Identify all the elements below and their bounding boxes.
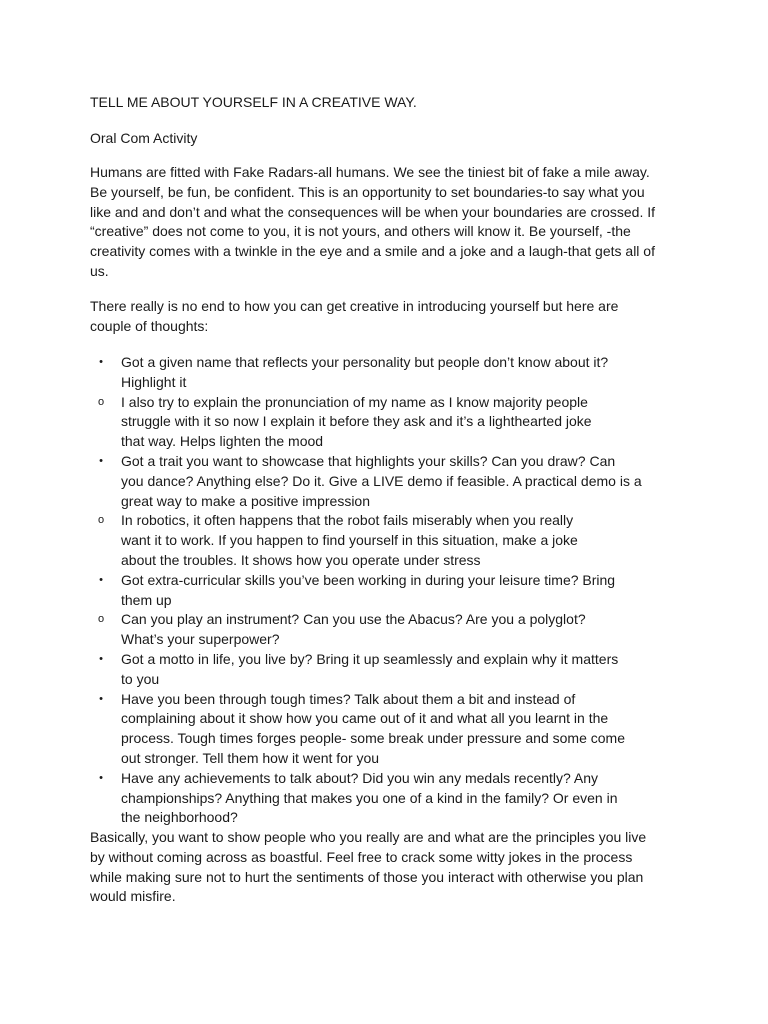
list-item-line: Got a motto in life, you live by? Bring it up seamlessly and explain why it matters: [121, 650, 619, 667]
list-item: [90, 452, 690, 511]
list-item: [90, 393, 690, 452]
intro-line: “creative” does not come to you, it is not yours, and others will know it. Be yourself, -the: [90, 223, 631, 240]
list-item-line: about the troubles. It shows how you operate under stress: [121, 551, 481, 568]
list-item-line: Can you play an instrument? Can you use the Abacus? Are you a polyglot?: [121, 611, 586, 628]
list-item-line: to you: [121, 670, 160, 687]
lead-line: There really is no end to how you can get creative in introducing yourself but here are: [90, 298, 619, 314]
list-item-line: Got a trait you want to showcase that highlights your skills? Can you draw? Can: [121, 452, 616, 469]
bullet-disc-icon: •: [99, 692, 103, 705]
lead-paragraph: [90, 297, 680, 337]
list-item: [90, 650, 690, 690]
closing-line: Basically, you want to show people who you really are and what are the principles you live: [90, 829, 647, 845]
list-item-line: Got a given name that reflects your personality but people don’t know about it?: [121, 354, 609, 370]
list-item-line: you dance? Anything else? Do it. Give a LIVE demo if feasible. A practical demo is a: [121, 472, 642, 489]
list-item-line: championships? Anything that makes you one of a kind in the family? Or even in: [121, 789, 618, 806]
thoughts-list: [90, 353, 690, 828]
intro-line: Humans are fitted with Fake Radars-all humans. We see the tiniest bit of fake a mile away.: [90, 164, 650, 180]
list-item-line: Have you been through tough times? Talk about them a bit and instead of: [121, 690, 576, 707]
list-item-line: I also try to explain the pronunciation of my name as I know majority people: [121, 393, 588, 410]
bullet-disc-icon: •: [99, 356, 103, 368]
intro-line: like and and don’t and what the consequences will be when your boundaries are crossed. If: [90, 203, 656, 220]
list-item-line: want it to work. If you happen to find yourself in this situation, make a joke: [121, 532, 578, 549]
list-item-line: the neighborhood?: [121, 809, 238, 826]
lead-line: couple of thoughts:: [90, 317, 209, 334]
intro-paragraph: [90, 163, 680, 282]
bullet-disc-icon: •: [99, 652, 103, 665]
list-item-line: struggle with it so now I explain it before they ask and it’s a lighthearted joke: [121, 413, 592, 430]
list-item-line: that way. Helps lighten the mood: [121, 433, 324, 450]
closing-paragraph: [90, 828, 680, 907]
bullet-disc-icon: •: [99, 573, 103, 586]
bullet-disc-icon: •: [99, 454, 103, 467]
list-item-line: process. Tough times forges people- some break under pressure and some come: [121, 730, 626, 747]
list-item-line: Have any achievements to talk about? Did you win any medals recently? Any: [121, 769, 599, 786]
closing-line: would misfire.: [90, 888, 176, 905]
list-item-line: What’s your superpower?: [121, 631, 280, 648]
list-item-line: In robotics, it often happens that the robot fails miserably when you really: [121, 512, 574, 529]
list-item: [90, 353, 690, 393]
closing-line: while making sure not to hurt the sentiments of those you interact with otherwise you plan: [90, 868, 644, 885]
list-item-line: out stronger. Tell them how it went for you: [121, 749, 380, 766]
list-item: [90, 511, 690, 570]
bullet-disc-icon: •: [99, 771, 103, 784]
list-item: [90, 690, 690, 769]
document-subtitle: Oral Com Activity: [90, 130, 198, 146]
intro-line: Be yourself, be fun, be confident. This is an opportunity to set boundaries-to say what you: [90, 183, 645, 200]
list-item: [90, 571, 690, 611]
list-item-line: Highlight it: [121, 373, 187, 390]
list-item-line: great way to make a positive impression: [121, 492, 370, 509]
closing-line: by without coming across as boastful. Feel free to crack some witty jokes in the process: [90, 848, 633, 865]
list-item: [90, 769, 690, 828]
bullet-circle-icon: o: [97, 514, 105, 527]
list-item: [90, 610, 690, 650]
intro-line: creativity comes with a twinkle in the eye and a smile and a joke and a laugh-that gets all of: [90, 243, 655, 260]
bullet-circle-icon: o: [97, 613, 105, 626]
list-item-line: complaining about it show how you came out of it and what all you learnt in the: [121, 710, 609, 727]
intro-line: us.: [90, 262, 109, 279]
list-item-line: Got extra-curricular skills you’ve been working in during your leisure time? Bring: [121, 571, 616, 588]
list-item-line: them up: [121, 591, 172, 608]
bullet-circle-icon: o: [97, 395, 105, 408]
document-title: TELL ME ABOUT YOURSELF IN A CREATIVE WAY.: [90, 94, 417, 110]
